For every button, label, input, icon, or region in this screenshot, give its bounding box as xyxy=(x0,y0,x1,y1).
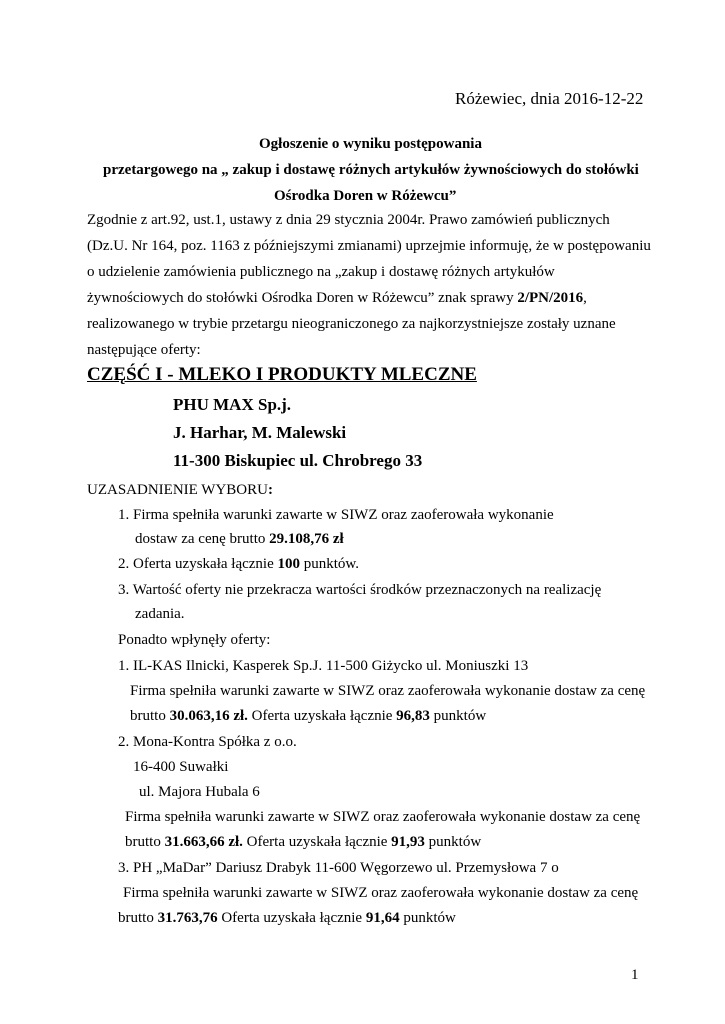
offer-1-text: Firma spełniła warunki zawarte w SIWZ oraz zaoferowała wykonanie dostaw za cenę xyxy=(130,683,646,699)
winner-address: 11-300 Biskupiec ul. Chrobrego 33 xyxy=(173,451,423,470)
winner-owners: J. Harhar, M. Malewski xyxy=(173,423,347,442)
date-line: Różewiec, dnia 2016-12-22 xyxy=(455,89,644,108)
offer-2-mid: Oferta uzyskała łącznie xyxy=(242,834,392,850)
justification-item-1-line-2 xyxy=(135,530,344,548)
justification-item-1-line-1: 1. Firma spełniła warunki zawarte w SIWZ oraz zaoferowała wykonanie xyxy=(118,507,554,523)
offer-1-points: 96,83 xyxy=(396,708,430,724)
offer-2-price-line xyxy=(125,833,481,851)
offer-3-price-line xyxy=(118,909,456,927)
winning-price: 29.108,76 zł xyxy=(269,531,344,547)
justification-item-3-line-2: zadania. xyxy=(135,606,185,622)
intro-line-3: o udzielenie zamówienia publicznego na „zakup i dostawę różnych artykułów xyxy=(87,264,555,280)
justification-item-3-line-1: 3. Wartość oferty nie przekracza wartości środków przeznaczonych na realizację xyxy=(118,582,602,598)
offer-2-header: 2. Mona-Kontra Spółka z o.o. xyxy=(118,734,297,750)
intro-line-4-comma: , xyxy=(583,290,587,306)
justification-colon: : xyxy=(267,482,273,498)
intro-line-4-text: żywnościowych do stołówki Ośrodka Doren w Różewcu” znak sprawy xyxy=(87,290,518,306)
case-number: 2/PN/2016 xyxy=(517,290,584,306)
offer-1-price-line xyxy=(130,707,486,725)
offer-2-city: 16-400 Suwałki xyxy=(133,759,229,775)
winner-name: PHU MAX Sp.j. xyxy=(173,395,292,414)
offer-2-suffix: punktów xyxy=(424,834,482,850)
heading-line-3: Ośrodka Doren w Różewcu” xyxy=(274,188,457,204)
offer-3-suffix: punktów xyxy=(399,910,456,926)
offer-2-street: ul. Majora Hubala 6 xyxy=(139,784,260,800)
offer-3-text: Firma spełniła warunki zawarte w SIWZ oraz zaoferowała wykonanie dostaw za cenę xyxy=(123,885,639,901)
intro-line-4 xyxy=(87,289,587,307)
offer-1-prefix: brutto xyxy=(130,708,170,724)
justification-label: UZASADNIENIE WYBORU xyxy=(87,482,268,498)
offer-2-text: Firma spełniła warunki zawarte w SIWZ oraz zaoferowała wykonanie dostaw za cenę xyxy=(125,809,641,825)
other-offers-label: Ponadto wpłynęły oferty: xyxy=(118,632,271,648)
intro-line-2: (Dz.U. Nr 164, poz. 1163 z późniejszymi zmianami) uprzejmie informuję, że w postępowaniu xyxy=(87,238,651,254)
intro-line-5: realizowanego w trybie przetargu nieograniczonego za najkorzystniejsze zostały uznane xyxy=(87,316,616,332)
justification-item-2 xyxy=(118,555,359,573)
points-label: 2. Oferta uzyskała łącznie xyxy=(118,556,278,572)
offer-1-price: 30.063,16 zł. xyxy=(169,708,248,724)
offer-2-prefix: brutto xyxy=(125,834,165,850)
part-title: CZĘŚĆ I - MLEKO I PRODUKTY MLECZNE xyxy=(87,364,477,385)
offer-1-suffix: punktów xyxy=(429,708,487,724)
offer-3-prefix: brutto xyxy=(118,910,158,926)
price-label: dostaw za cenę brutto xyxy=(135,531,270,547)
offer-2-price: 31.663,66 zł. xyxy=(164,834,243,850)
offer-3-header: 3. PH „MaDar” Dariusz Drabyk 11-600 Węgorzewo ul. Przemysłowa 7 o xyxy=(118,860,559,876)
justification-heading xyxy=(87,481,273,499)
offer-3-points: 91,64 xyxy=(365,910,400,926)
offer-1-header: 1. IL-KAS Ilnicki, Kasperek Sp.J. 11-500 Giżycko ul. Moniuszki 13 xyxy=(118,658,529,674)
heading-line-2: przetargowego na „ zakup i dostawę różnych artykułów żywnościowych do stołówki xyxy=(103,162,639,178)
intro-line-6: następujące oferty: xyxy=(87,342,201,358)
winning-points: 100 xyxy=(277,556,300,572)
heading-line-1: Ogłoszenie o wyniku postępowania xyxy=(259,136,482,152)
offer-3-mid: Oferta uzyskała łącznie xyxy=(217,910,366,926)
offer-2-points: 91,93 xyxy=(391,834,425,850)
intro-line-1: Zgodnie z art.92, ust.1, ustawy z dnia 29 stycznia 2004r. Prawo zamówień publicznych xyxy=(87,212,610,228)
points-suffix: punktów. xyxy=(300,556,360,572)
page-number: 1 xyxy=(631,967,639,983)
offer-1-mid: Oferta uzyskała łącznie xyxy=(247,708,397,724)
offer-3-price: 31.763,76 xyxy=(157,910,218,926)
